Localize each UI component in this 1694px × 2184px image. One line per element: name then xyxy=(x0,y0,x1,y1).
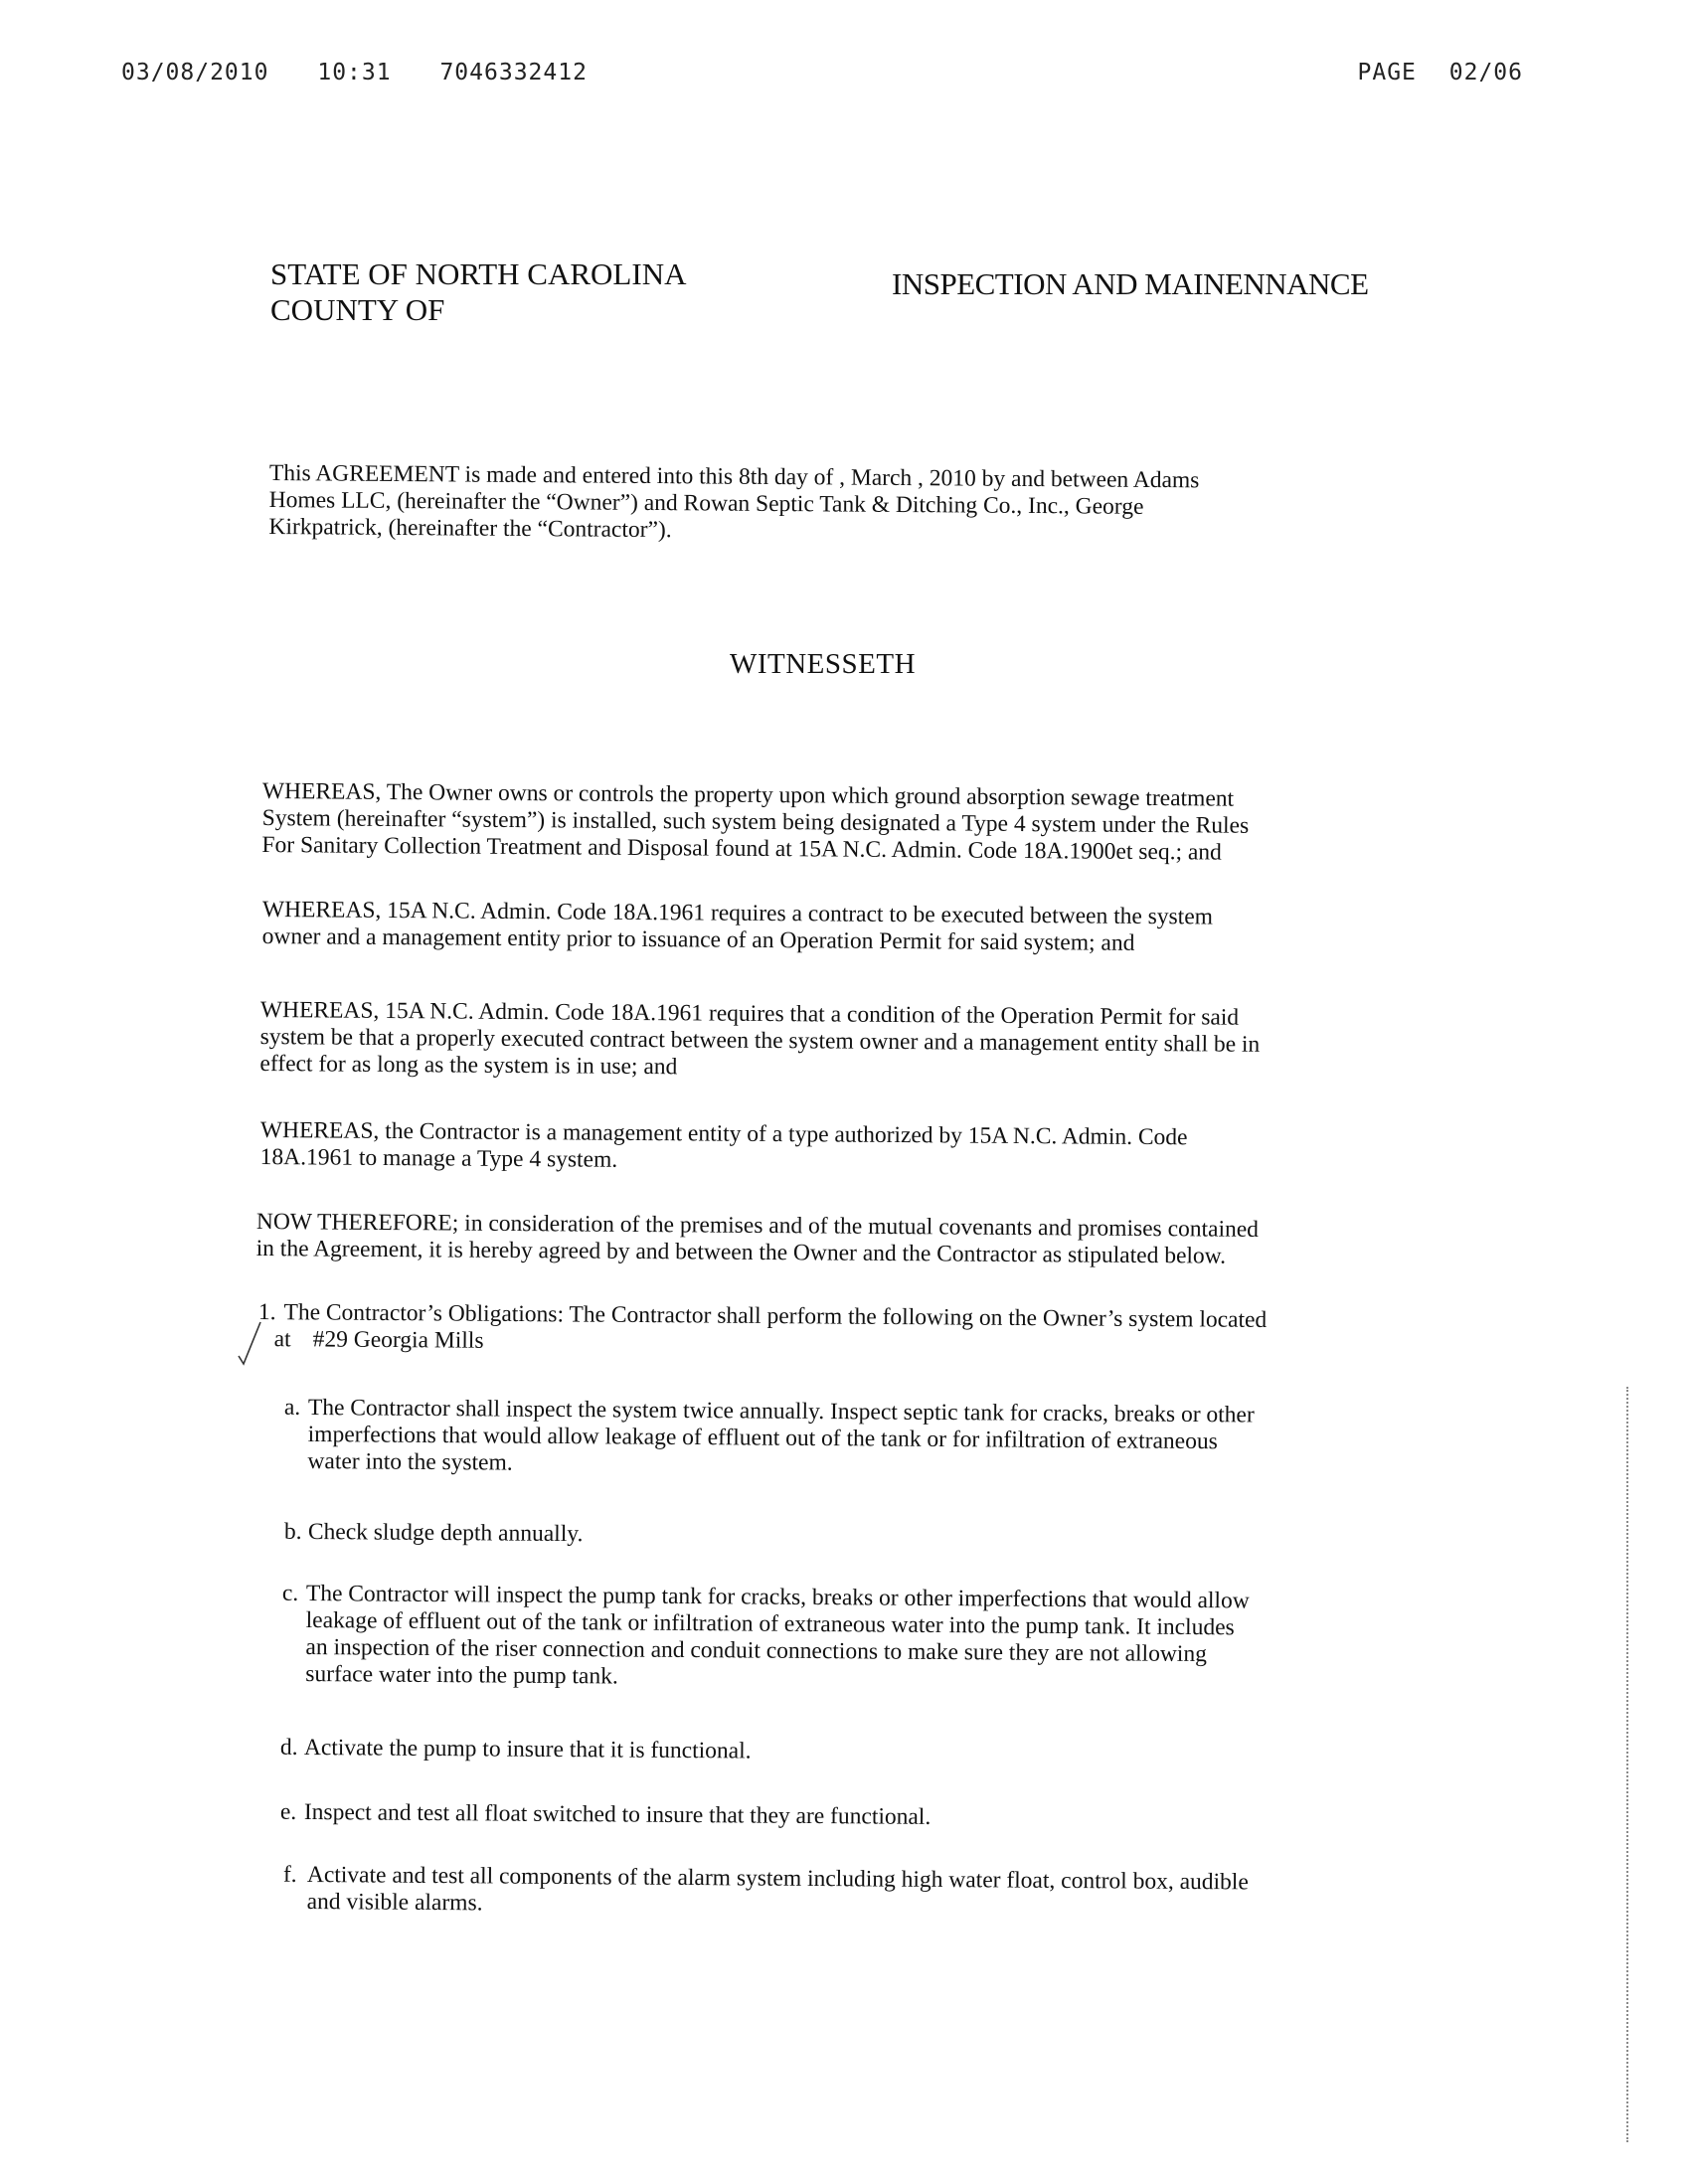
item-letter: c. xyxy=(281,1580,299,1606)
item-line: an inspection of the riser connection and conduit connections to make sure they are not allowing xyxy=(305,1633,1207,1668)
item-letter: a. xyxy=(283,1394,301,1421)
whereas-clause-3 xyxy=(259,997,1374,1087)
intro-line: Homes LLC, (hereinafter the “Owner”) and Rowan Septic Tank & Ditching Co., Inc., George xyxy=(268,486,1144,520)
clause-line: 18A.1961 to manage a Type 4 system. xyxy=(259,1143,618,1173)
obligation-item-e xyxy=(279,1798,1378,1834)
clause-line: system be that a properly executed contract between the system owner and a management entity shall be in xyxy=(259,1023,1261,1058)
clause-line: WHEREAS, The Owner owns or controls the property upon which ground absorption sewage treatment xyxy=(261,778,1235,812)
location-value: #29 Georgia Mills xyxy=(312,1326,484,1354)
clause-line: in the Agreement, it is hereby agreed by and between the Owner and the Contractor as stipulated below. xyxy=(255,1235,1227,1269)
fax-header xyxy=(121,60,1523,85)
fax-page-label: PAGE xyxy=(1357,60,1417,85)
intro-paragraph xyxy=(268,460,1383,550)
whereas-clause-2 xyxy=(262,897,1376,959)
item-line: Activate and test all components of the alarm system including high water float, control box, audible xyxy=(306,1862,1249,1896)
item-line: leakage of effluent out of the tank or infiltration of extraneous water into the pump tank. It includes xyxy=(305,1606,1235,1641)
obligation-item-b xyxy=(283,1518,1382,1554)
obligations-number: 1. xyxy=(257,1299,276,1326)
clause-line: NOW THEREFORE; in consideration of the premises and of the mutual covenants and promises contained xyxy=(255,1209,1260,1243)
item-letter: d. xyxy=(279,1734,298,1761)
obligation-item-c xyxy=(281,1580,1380,1696)
clause-line: System (hereinafter “system”) is installed, such system being designated a Type 4 system under the Rules xyxy=(261,804,1250,839)
obligation-item-a xyxy=(283,1394,1382,1483)
witnesseth-heading: WITNESSETH xyxy=(730,648,917,680)
state-line: STATE OF NORTH CAROLINA xyxy=(270,256,687,291)
item-line: Check sludge depth annually. xyxy=(307,1519,584,1548)
county-line: COUNTY OF xyxy=(270,292,445,327)
item-line: The Contractor will inspect the pump tank for cracks, breaks or other imperfections that would allow xyxy=(305,1581,1250,1614)
clause-line: WHEREAS, the Contractor is a management entity of a type authorized by 15A N.C. Admin. Code xyxy=(259,1117,1188,1151)
whereas-clause-4 xyxy=(260,1117,1374,1180)
obligations-section xyxy=(258,1299,1372,1362)
obligation-item-f xyxy=(282,1861,1381,1924)
state-county-block xyxy=(270,256,686,328)
item-line: and visible alarms. xyxy=(306,1888,483,1917)
clause-line: For Sanitary Collection Treatment and Disposal found at 15A N.C. Admin. Code 18A.1900et seq.; and xyxy=(261,831,1222,866)
location-at-label: at xyxy=(273,1326,291,1353)
now-therefore-paragraph xyxy=(256,1209,1370,1271)
fax-page-number: 02/06 xyxy=(1448,60,1523,85)
intro-line: This AGREEMENT is made and entered into this 8th day of , March , 2010 by and between Adams xyxy=(268,460,1200,494)
item-letter: f. xyxy=(282,1861,297,1888)
obligations-heading: The Contractor’s Obligations: The Contractor shall perform the following on the Owner’s system located xyxy=(283,1299,1268,1333)
item-line: water into the system. xyxy=(307,1447,513,1476)
item-line: surface water into the pump tank. xyxy=(305,1660,618,1690)
item-line: The Contractor shall inspect the system twice annually. Inspect septic tank for cracks, breaks or other xyxy=(307,1395,1255,1428)
item-line: Inspect and test all float switched to insure that they are functional. xyxy=(303,1799,932,1830)
scan-edge-artifact xyxy=(1626,1387,1631,2142)
document-title: INSPECTION AND MAINENNANCE xyxy=(892,266,1369,301)
whereas-clause-1 xyxy=(261,778,1376,868)
item-line: imperfections that would allow leakage of effluent out of the tank or for infiltration of extraneous xyxy=(307,1421,1218,1455)
clause-line: owner and a management entity prior to issuance of an Operation Permit for said system; and xyxy=(261,923,1135,956)
item-line: Activate the pump to insure that it is functional. xyxy=(303,1735,752,1764)
fax-date: 03/08/2010 xyxy=(121,60,269,85)
fax-number: 7046332412 xyxy=(439,60,588,85)
intro-line: Kirkpatrick, (hereinafter the “Contractor”). xyxy=(268,513,672,544)
clause-line: WHEREAS, 15A N.C. Admin. Code 18A.1961 requires a contract to be executed between the system xyxy=(261,897,1214,930)
fax-page-indicator xyxy=(1340,60,1524,85)
obligation-item-d xyxy=(279,1734,1378,1769)
fax-header-left xyxy=(121,60,1523,85)
clause-line: WHEREAS, 15A N.C. Admin. Code 18A.1961 requires that a condition of the Operation Permit for said xyxy=(259,997,1240,1031)
item-letter: e. xyxy=(279,1798,297,1825)
clause-line: effect for as long as the system is in use; and xyxy=(259,1050,678,1081)
item-letter: b. xyxy=(283,1518,302,1545)
handwritten-check-mark xyxy=(237,1320,262,1366)
fax-time: 10:31 xyxy=(317,60,392,85)
